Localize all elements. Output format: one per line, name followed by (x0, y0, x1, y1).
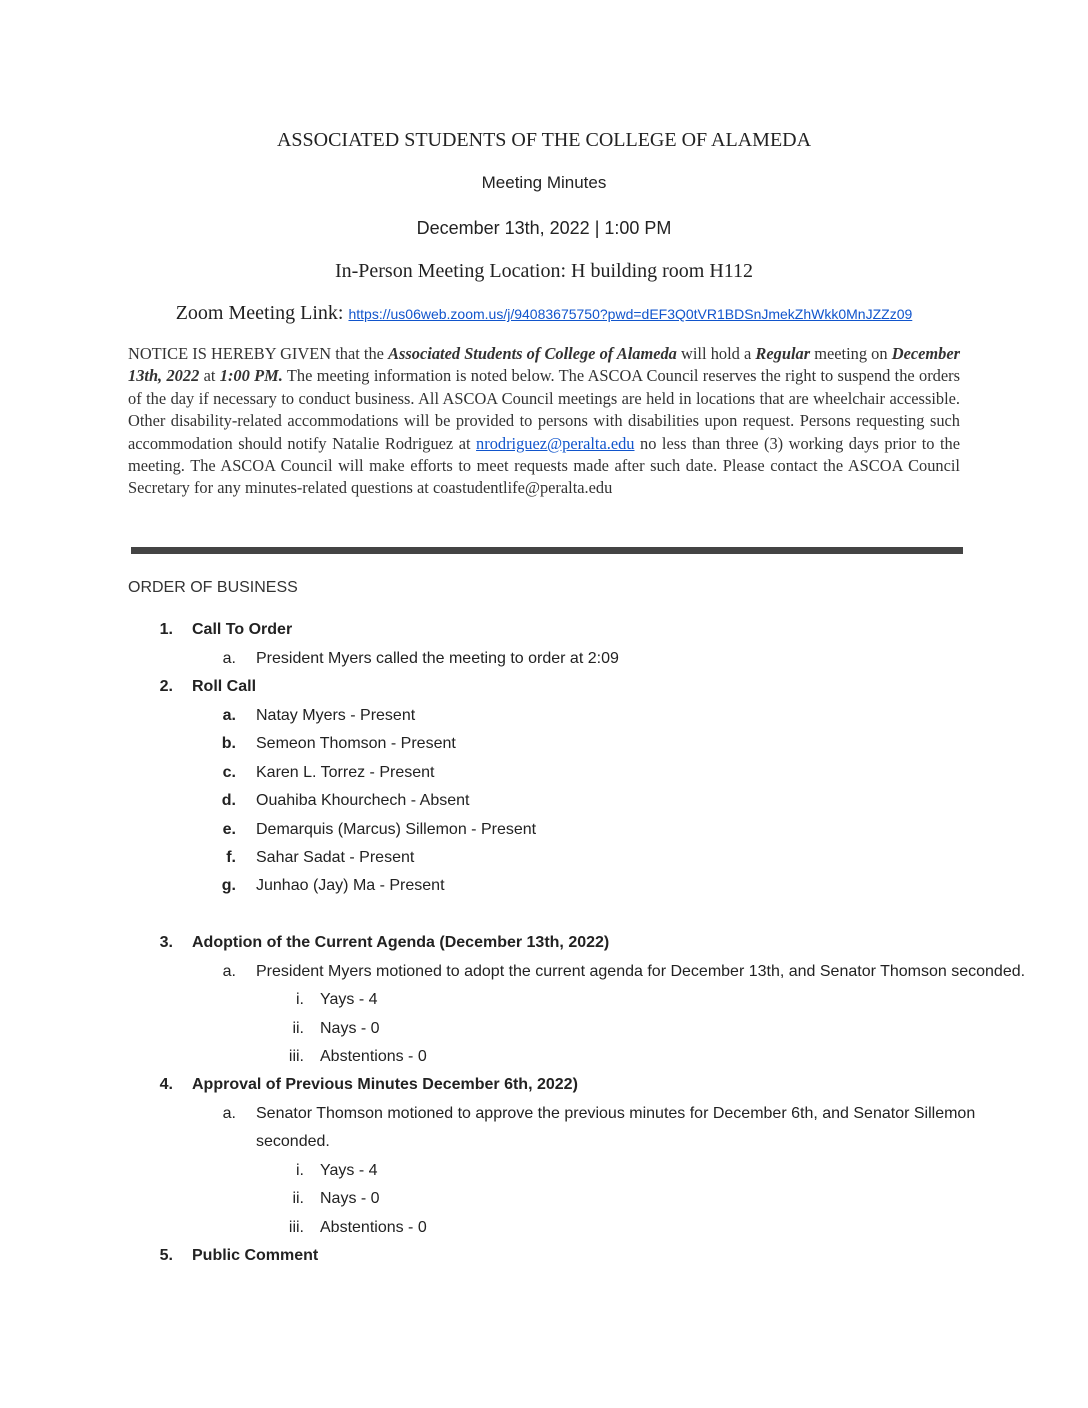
item-number: 1. (159, 621, 173, 638)
zoom-link[interactable]: https://us06web.zoom.us/j/94083675750?pwd=dEF3Q0tVR1BDSnJmekZhWkk0MnJZZz09 (348, 306, 913, 322)
notice-text: meeting on (810, 344, 892, 363)
item-roman: ii. (292, 1020, 304, 1037)
meeting-datetime: December 13th, 2022 | 1:00 PM (416, 218, 672, 238)
item-text: Semeon Thomson - Present (256, 735, 456, 752)
vote-text: Nays - 0 (320, 1020, 380, 1037)
notice-text: NOTICE IS HEREBY GIVEN that the (128, 344, 389, 363)
notice-date: December 13th, 2022 (128, 344, 960, 386)
item-letter: c. (222, 764, 236, 781)
item-title: Adoption of the Current Agenda (December 13th, 2022) (192, 934, 610, 951)
item-text: Ouahiba Khourchech - Absent (256, 792, 470, 809)
item-title: Call To Order (192, 621, 293, 638)
notice-text: The meeting information is noted below. The ASCOA Council reserves the right to suspend the orders of the day if necessary to conduct business. All ASCOA Council meetings are held in locations that are wheelchair accessible. Other disability-related accommodations will be provided to persons with disabilities upon request. Persons requesting such accommodation should notify Natalie Rodriguez at (128, 366, 960, 453)
item-text: President Myers motioned to adopt the current agenda for December 13th, and Senator Thomson seconded. (256, 963, 1026, 980)
item-roman: iii. (288, 1219, 304, 1236)
item-letter: d. (221, 792, 236, 809)
item-text: Karen L. Torrez - Present (256, 764, 435, 781)
item-text: Natay Myers - Present (256, 707, 416, 724)
order-of-business-heading: ORDER OF BUSINESS (128, 579, 298, 596)
item-number: 3. (159, 934, 173, 951)
item-text: Sahar Sadat - Present (256, 849, 415, 866)
item-roman: ii. (292, 1190, 304, 1207)
notice-text: no less than three (3) working days prior to the meeting. The ASCOA Council will make efforts to meet requests made after such date. Please contact the ASCOA Council Secretary for any minutes-related questions at coastudentlife@peralta.edu (128, 433, 960, 498)
item-text: Demarquis (Marcus) Sillemon - Present (256, 821, 537, 838)
notice-email-link[interactable]: nrodriguez@peralta.edu (476, 433, 635, 453)
meeting-location: In-Person Meeting Location: H building room H112 (334, 260, 754, 282)
item-letter: a. (222, 1105, 236, 1122)
item-letter: a. (222, 650, 236, 667)
notice-time: 1:00 PM. (219, 366, 283, 386)
item-letter: e. (222, 821, 236, 838)
notice-meeting-type: Regular (755, 344, 811, 363)
vote-text: Yays - 4 (320, 1162, 378, 1179)
item-roman: i. (296, 991, 304, 1008)
item-title: Roll Call (192, 678, 257, 695)
vote-text: Abstentions - 0 (320, 1219, 427, 1236)
notice-paragraph (128, 343, 960, 500)
item-number: 2. (159, 678, 173, 695)
zoom-label: Zoom Meeting Link: (175, 302, 349, 324)
item-letter: a. (222, 707, 236, 724)
item-number: 5. (159, 1247, 173, 1264)
item-text: Junhao (Jay) Ma - Present (256, 877, 445, 894)
item-text: President Myers called the meeting to order at 2:09 (256, 650, 619, 667)
section-divider (131, 547, 963, 554)
item-letter: b. (221, 735, 236, 752)
item-title: Approval of Previous Minutes December 6th, 2022) (192, 1076, 578, 1093)
item-text: seconded. (256, 1133, 330, 1150)
vote-text: Nays - 0 (320, 1190, 380, 1207)
item-roman: iii. (288, 1048, 304, 1065)
notice-text: at (199, 366, 220, 386)
document-title: ASSOCIATED STUDENTS OF THE COLLEGE OF ALAMEDA (276, 129, 812, 151)
item-number: 4. (159, 1076, 173, 1093)
item-roman: i. (296, 1162, 304, 1179)
item-letter: f. (226, 849, 236, 866)
item-letter: a. (222, 963, 236, 980)
document-subtitle: Meeting Minutes (481, 173, 607, 192)
vote-text: Abstentions - 0 (320, 1048, 427, 1065)
item-text: Senator Thomson motioned to approve the previous minutes for December 6th, and Senator Sillemon (256, 1105, 976, 1122)
zoom-line (0, 302, 1088, 325)
notice-org: Associated Students of College of Alameda (388, 344, 677, 363)
item-letter: g. (221, 877, 236, 894)
notice-text: will hold a (676, 344, 756, 363)
item-title: Public Comment (192, 1247, 319, 1264)
vote-text: Yays - 4 (320, 991, 378, 1008)
